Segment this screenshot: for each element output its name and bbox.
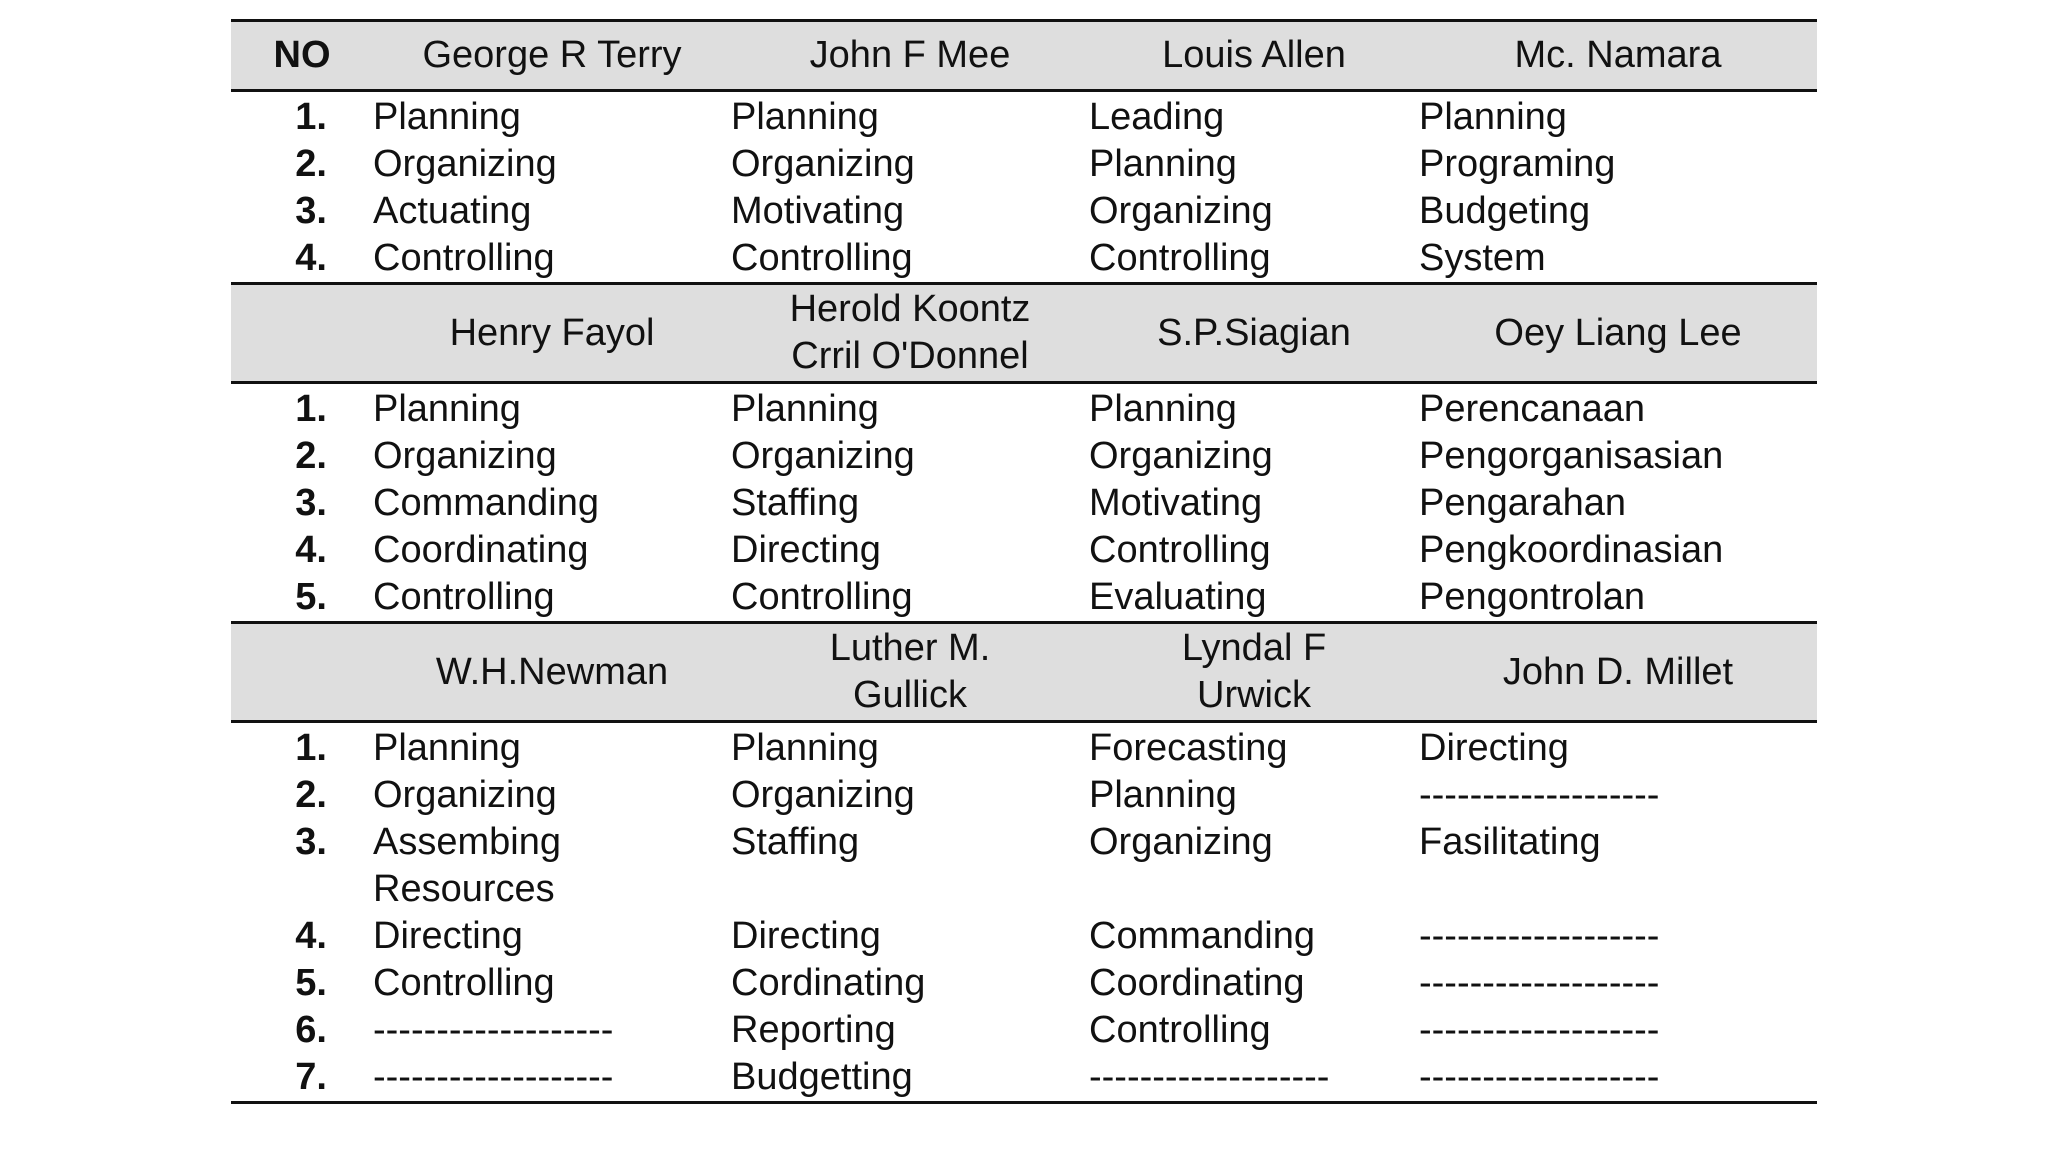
row-number: 7. [295, 1056, 327, 1098]
table-cell: Planning [373, 727, 521, 769]
table-cell: ------------------- [1419, 774, 1660, 816]
management-functions-table [231, 19, 1817, 1104]
table-row [231, 141, 1817, 188]
table-row [231, 1054, 1817, 1101]
table-cell: Directing [1419, 727, 1569, 769]
table-cell: Planning [373, 96, 521, 138]
table-row [231, 433, 1817, 480]
table-cell: ------------------- [373, 1056, 614, 1098]
author-header: W.H.Newman [435, 650, 669, 693]
author-header: John D. Millet [1502, 650, 1734, 693]
table-row [231, 386, 1817, 433]
table-cell: Organizing [1089, 435, 1273, 477]
table-cell: Programing [1419, 143, 1616, 185]
table-cell: Motivating [1089, 482, 1263, 524]
author-header: Luther M. Gullick [829, 627, 991, 716]
table-cell: Staffing [731, 821, 860, 863]
table-row [231, 574, 1817, 621]
table-cell: Pengarahan [1419, 482, 1627, 524]
author-header: George R Terry [422, 34, 682, 76]
table-cell: Controlling [731, 576, 913, 618]
table-cell: Controlling [373, 576, 555, 618]
table-cell: Planning [1419, 96, 1567, 138]
table-cell: Planning [1089, 388, 1237, 430]
table-group-body [231, 723, 1817, 1101]
table-cell: Organizing [731, 774, 915, 816]
table-cell: Evaluating [1089, 576, 1267, 618]
author-header: John F Mee [809, 34, 1011, 76]
table-cell: Organizing [1089, 821, 1273, 863]
table-group-body [231, 92, 1817, 282]
row-number: 4. [295, 915, 327, 957]
table-cell: Pengkoordinasian [1419, 529, 1724, 571]
row-number: 2. [295, 143, 327, 185]
table-cell [373, 819, 731, 913]
table-cell: Cordinating [731, 962, 926, 1004]
table-cell: Planning [731, 727, 879, 769]
table-group-body [231, 384, 1817, 621]
table-row [231, 480, 1817, 527]
table-cell: ------------------- [1419, 1009, 1660, 1051]
table-cell-text: Assembing Resources [373, 821, 561, 910]
row-number: 4. [295, 237, 327, 279]
row-number: 4. [295, 529, 327, 571]
table-cell: Pengontrolan [1419, 576, 1646, 618]
table-cell: Organizing [373, 774, 557, 816]
author-header: Oey Liang Lee [1494, 311, 1742, 354]
author-header: Mc. Namara [1514, 34, 1722, 76]
row-number: 3. [295, 482, 327, 524]
row-number: 5. [295, 576, 327, 618]
table-cell: ------------------- [373, 1009, 614, 1051]
table-header-row [231, 621, 1817, 723]
table-cell: ------------------- [1089, 1056, 1330, 1098]
table-cell: Controlling [1089, 529, 1271, 571]
table-cell: Commanding [373, 482, 599, 524]
table-cell: Budgetting [731, 1056, 913, 1098]
table-row [231, 235, 1817, 282]
table-cell: Forecasting [1089, 727, 1288, 769]
table-header-row [231, 22, 1817, 92]
author-header: S.P.Siagian [1157, 311, 1351, 354]
row-number: 1. [295, 96, 327, 138]
table-cell: Planning [1089, 143, 1237, 185]
table-cell: Pengorganisasian [1419, 435, 1724, 477]
table-cell: Directing [731, 529, 881, 571]
table-cell: Controlling [373, 237, 555, 279]
table-cell: Organizing [373, 143, 557, 185]
table-cell: Perencanaan [1419, 388, 1646, 430]
row-number: 1. [295, 727, 327, 769]
table-row [231, 819, 1817, 913]
row-number: 1. [295, 388, 327, 430]
table-cell: Staffing [731, 482, 860, 524]
row-number: 6. [295, 1009, 327, 1051]
table-cell: Directing [373, 915, 523, 957]
table-cell: Actuating [373, 190, 532, 232]
table-cell: Planning [731, 388, 879, 430]
number-column-header: NO [273, 34, 331, 76]
table-cell: Controlling [373, 962, 555, 1004]
table-cell: ------------------- [1419, 915, 1660, 957]
table-cell: Organizing [731, 435, 915, 477]
table-cell: Planning [373, 388, 521, 430]
table-cell: Budgeting [1419, 190, 1591, 232]
author-header: Louis Allen [1162, 34, 1346, 76]
table-cell: Coordinating [373, 529, 589, 571]
table-cell: Leading [1089, 96, 1225, 138]
table-row [231, 188, 1817, 235]
table-row [231, 913, 1817, 960]
table-row [231, 960, 1817, 1007]
table-cell: System [1419, 237, 1546, 279]
table-row [231, 725, 1817, 772]
table-cell: Organizing [373, 435, 557, 477]
author-header: Herold Koontz Crril O'Donnel [789, 288, 1031, 377]
author-header: Henry Fayol [449, 311, 655, 354]
table-cell: Organizing [1089, 190, 1273, 232]
row-number: 2. [295, 774, 327, 816]
table-cell: ------------------- [1419, 1056, 1660, 1098]
table-header-row [231, 282, 1817, 384]
table-cell: Directing [731, 915, 881, 957]
row-number: 3. [295, 821, 327, 863]
table-cell: Coordinating [1089, 962, 1305, 1004]
table-cell: Controlling [731, 237, 913, 279]
table-cell: Motivating [731, 190, 905, 232]
table-cell: Fasilitating [1419, 821, 1601, 863]
table-row [231, 772, 1817, 819]
table-cell: ------------------- [1419, 962, 1660, 1004]
table-row [231, 1007, 1817, 1054]
table-cell: Planning [1089, 774, 1237, 816]
table-cell: Commanding [1089, 915, 1315, 957]
row-number: 3. [295, 190, 327, 232]
table-cell: Organizing [731, 143, 915, 185]
table-row [231, 527, 1817, 574]
table-cell: Controlling [1089, 1009, 1271, 1051]
table-row [231, 94, 1817, 141]
table-cell: Planning [731, 96, 879, 138]
row-number: 2. [295, 435, 327, 477]
table-cell: Controlling [1089, 237, 1271, 279]
author-header: Lyndal F Urwick [1181, 627, 1327, 716]
table-cell: Reporting [731, 1009, 896, 1051]
row-number: 5. [295, 962, 327, 1004]
